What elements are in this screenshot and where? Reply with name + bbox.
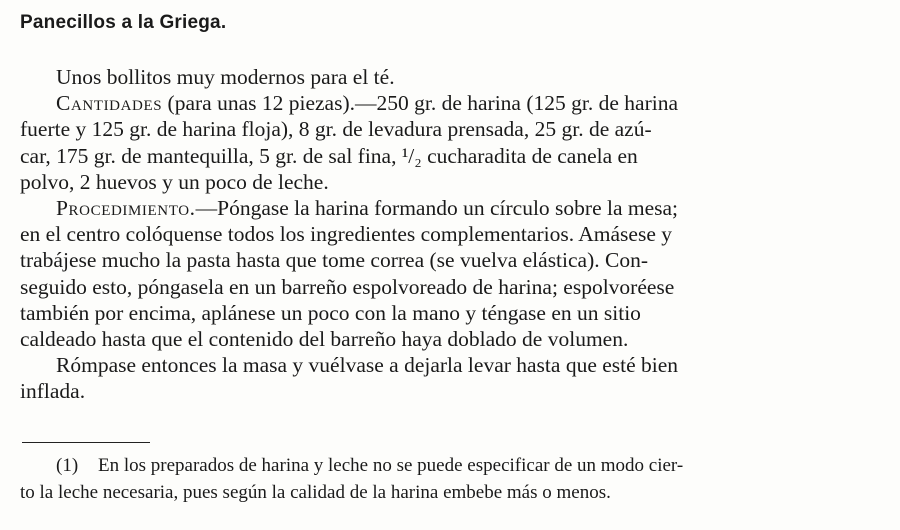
cantidades-text: (para unas 12 piezas).—250 gr. de harina (125 gr. de harina [162,91,678,116]
footnote [20,452,870,506]
final-line-2: inflada. [20,379,86,404]
footnote-text-1: En los preparados de harina y leche no se puede especificar de un modo cier- [98,455,684,476]
recipe-body [20,64,850,405]
procedimiento-line-1 [20,195,850,221]
final-line-1: Rómpase entonces la masa y vuélvase a dejarla levar hasta que esté bien [56,353,679,378]
procedimiento-line-3: trabájese mucho la pasta hasta que tome correa (se vuelva elástica). Con- [20,248,649,273]
footnote-line-1 [20,452,870,479]
intro-line: Unos bollitos muy modernos para el té. [56,65,395,89]
procedimiento-line-6: caldeado hasta que el contenido del barreño haya doblado de volumen. [20,327,629,352]
procedimiento-line-2: en el centro colóquense todos los ingredientes complementarios. Amásese y [20,222,672,247]
procedimiento-line-5: también por encima, aplánese un poco con la mano y téngase en un sitio [20,300,641,325]
cantidades-heading: Cantidades [56,91,163,116]
cantidades-line-4: polvo, 2 huevos y un poco de leche. [20,169,329,194]
footnote-marker: (1) [56,455,79,476]
footnote-line-2: to la leche necesaria, pues según la calidad de la harina embebe más o menos. [20,482,611,503]
recipe-title: Panecillos a la Griega. [20,12,227,33]
cantidades-line-2: fuerte y 125 gr. de harina floja), 8 gr. de levadura prensada, 25 gr. de azú- [20,117,652,142]
procedimiento-line-4: seguido esto, póngasela en un barreño espolvoreado de harina; espolvoréese [20,274,675,299]
cantidades-line-1 [20,90,850,116]
cantidades-line-3: car, 175 gr. de mantequilla, 5 gr. de sal fina, ¹/₂ cucharadita de canela en [20,143,638,168]
procedimiento-text: —Póngase la harina formando un círculo sobre la mesa; [195,196,679,221]
procedimiento-heading: Procedimiento. [56,196,196,221]
footnote-divider [22,442,150,443]
